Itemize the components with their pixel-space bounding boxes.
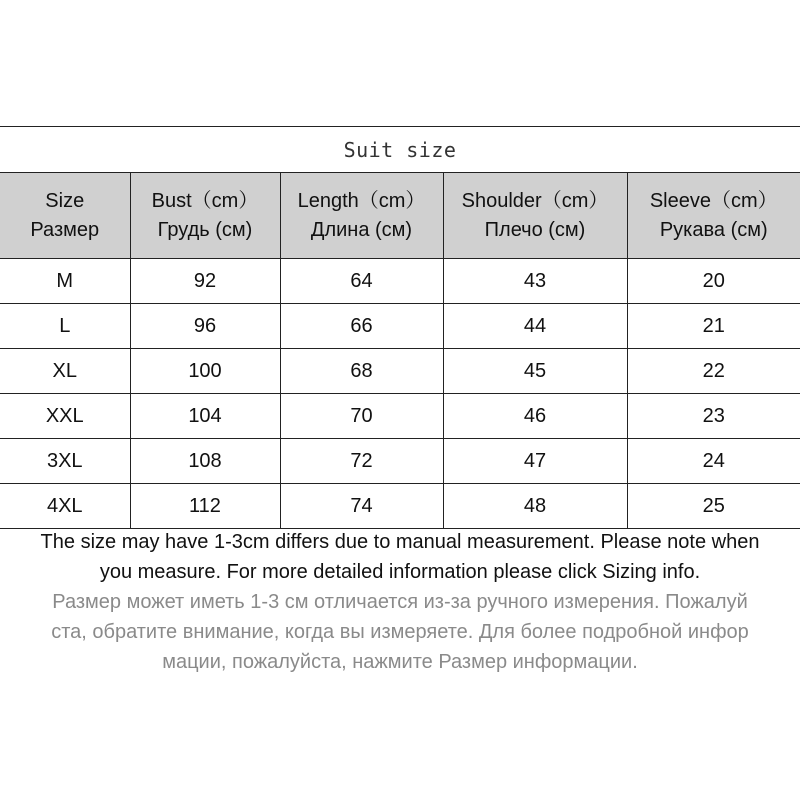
bust-cell: 100 — [130, 349, 280, 394]
shoulder-cell: 46 — [443, 394, 627, 439]
sleeve-cell: 25 — [627, 484, 800, 529]
header-label: Sleeve（cm） — [649, 189, 778, 212]
note-line-ru: мации, пожалуйста, нажмите Размер информации. — [162, 651, 638, 673]
shoulder-cell: 48 — [443, 484, 627, 529]
size-cell: XXL — [0, 394, 130, 439]
bust-cell: 104 — [130, 394, 280, 439]
header-label: Length（cm） — [297, 189, 426, 212]
length-cell: 72 — [280, 439, 443, 484]
table-row — [0, 304, 800, 349]
size-cell: XL — [0, 349, 130, 394]
bust-cell: 96 — [130, 304, 280, 349]
sleeve-cell: 20 — [627, 259, 800, 304]
bust-cell: 108 — [130, 439, 280, 484]
column-header-length — [280, 173, 443, 259]
table-header-row — [0, 173, 800, 259]
table-row — [0, 394, 800, 439]
note-line-ru: Размер может иметь 1-3 см отличается из-за ручного измерения. Пожалуй — [52, 591, 748, 613]
note-line-en: you measure. For more detailed information please click Sizing info. — [99, 561, 701, 583]
header-label: Shoulder（cm） — [461, 189, 609, 212]
sleeve-cell: 23 — [627, 394, 800, 439]
length-cell: 74 — [280, 484, 443, 529]
header-label: Bust（cm） — [151, 189, 259, 212]
shoulder-cell: 44 — [443, 304, 627, 349]
header-label: Size — [45, 189, 85, 212]
header-label-ru: Грудь (см) — [157, 218, 253, 241]
column-header-shoulder — [443, 173, 627, 259]
header-label-ru: Рукава (см) — [659, 218, 768, 241]
size-chart — [0, 126, 800, 529]
table-row — [0, 439, 800, 484]
measurement-note — [0, 527, 800, 677]
shoulder-cell: 47 — [443, 439, 627, 484]
size-table — [0, 172, 800, 529]
bust-cell: 112 — [130, 484, 280, 529]
shoulder-cell: 43 — [443, 259, 627, 304]
length-cell: 68 — [280, 349, 443, 394]
length-cell: 66 — [280, 304, 443, 349]
note-line-ru: ста, обратите внимание, когда вы измеряете. Для более подробной инфор — [51, 621, 749, 643]
size-cell: 3XL — [0, 439, 130, 484]
size-cell: 4XL — [0, 484, 130, 529]
shoulder-cell: 45 — [443, 349, 627, 394]
column-header-sleeve — [627, 173, 800, 259]
bust-cell: 92 — [130, 259, 280, 304]
column-header-bust — [130, 173, 280, 259]
header-label-ru: Размер — [30, 218, 100, 241]
sleeve-cell: 21 — [627, 304, 800, 349]
header-label-ru: Длина (см) — [310, 218, 413, 241]
sleeve-cell: 22 — [627, 349, 800, 394]
size-cell: M — [0, 259, 130, 304]
chart-title: Suit size — [0, 126, 800, 172]
size-cell: L — [0, 304, 130, 349]
note-line-en: The size may have 1-3cm differs due to manual measurement. Please note when — [40, 531, 760, 553]
length-cell: 64 — [280, 259, 443, 304]
sleeve-cell: 24 — [627, 439, 800, 484]
table-row — [0, 259, 800, 304]
length-cell: 70 — [280, 394, 443, 439]
table-row — [0, 484, 800, 529]
column-header-size — [0, 173, 130, 259]
table-row — [0, 349, 800, 394]
header-label-ru: Плечо (см) — [484, 218, 586, 241]
